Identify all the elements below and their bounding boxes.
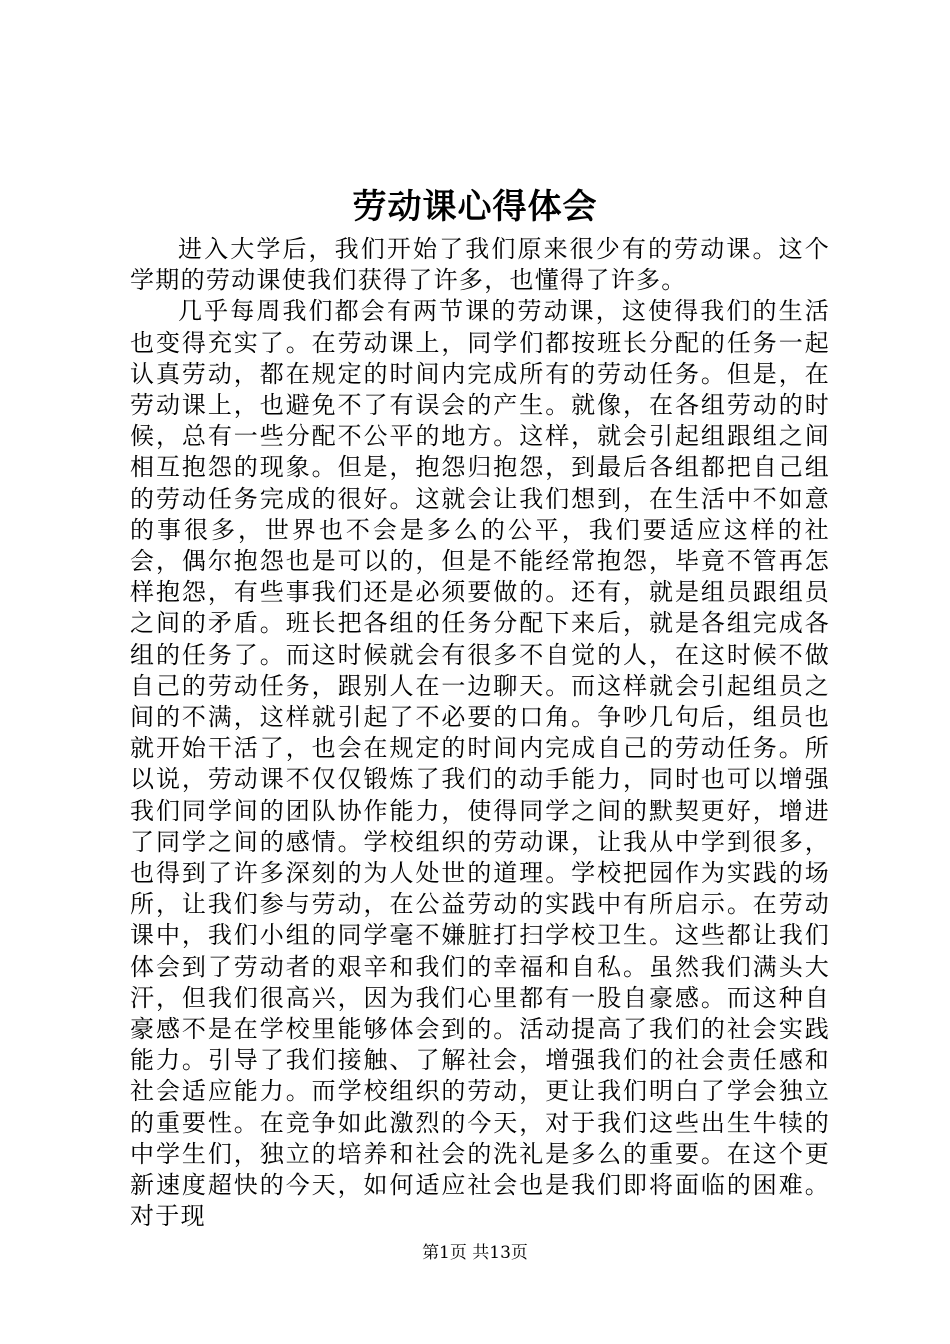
paragraph-intro: 进入大学后，我们开始了我们原来很少有的劳动课。这个学期的劳动课使我们获得了许多，也懂得了许多。 [130, 235, 830, 295]
document-title: 劳动课心得体会 [352, 187, 598, 227]
paragraph-main: 几乎每周我们都会有两节课的劳动课，这使得我们的生活也变得充实了。在劳动课上，同学们都按班长分配的任务一起认真劳动，都在规定的时间内完成所有的劳动任务。但是，在劳动课上，也避免不了有误会的产生。就像，在各组劳动的时候，总有一些分配不公平的地方。这样，就会引起组跟组之间相互抱怨的现象。但是，抱怨归抱怨，到最后各组都把自己组的劳动任务完成的很好。这就会让我们想到，在生活中不如意的事很多，世界也不会是多么的公平，我们要适应这样的社会，偶尔抱怨也是可以的，但是不能经常抱怨，毕竟不管再怎样抱怨，有些事我们还是必须要做的。还有，就是组员跟组员之间的矛盾。班长把各组的任务分配下来后，就是各组完成各组的任务了。而这时候就会有很多不自觉的人，在这时候不做自己的劳动任务，跟别人在一边聊天。而这样就会引起组员之间的不满，这样就引起了不必要的口角。争吵几句后，组员也就开始干活了，也会在规定的时间内完成自己的劳动任务。所以说，劳动课不仅仅锻炼了我们的动手能力，同时也可以增强我们同学间的团队协作能力，使得同学之间的默契更好，增进了同学之间的感情。学校组织的劳动课，让我从中学到很多，也得到了许多深刻的为人处世的道理。学校把园作为实践的场所，让我们参与劳动，在公益劳动的实践中有所启示。在劳动课中，我们小组的同学毫不嫌脏打扫学校卫生。这些都让我们体会到了劳动者的艰辛和我们的幸福和自私。虽然我们满头大汗，但我们很高兴，因为我们心里都有一股自豪感。而这种自豪感不是在学校里能够体会到的。活动提高了我们的社会实践能力。引导了我们接触、了解社会，增强我们的社会责任感和社会适应能力。而学校组织的劳动，更让我们明白了学会独立的重要性。在竞争如此激烈的今天，对于我们这些出生牛犊的中学生们，独立的培养和社会的洗礼是多么的重要。在这个更新速度超快的今天，如何适应社会也是我们即将面临的困难。对于现 [130, 297, 830, 1231]
document-body [130, 234, 830, 1233]
page-number-footer: 第1页 共13页 [422, 1243, 528, 1263]
